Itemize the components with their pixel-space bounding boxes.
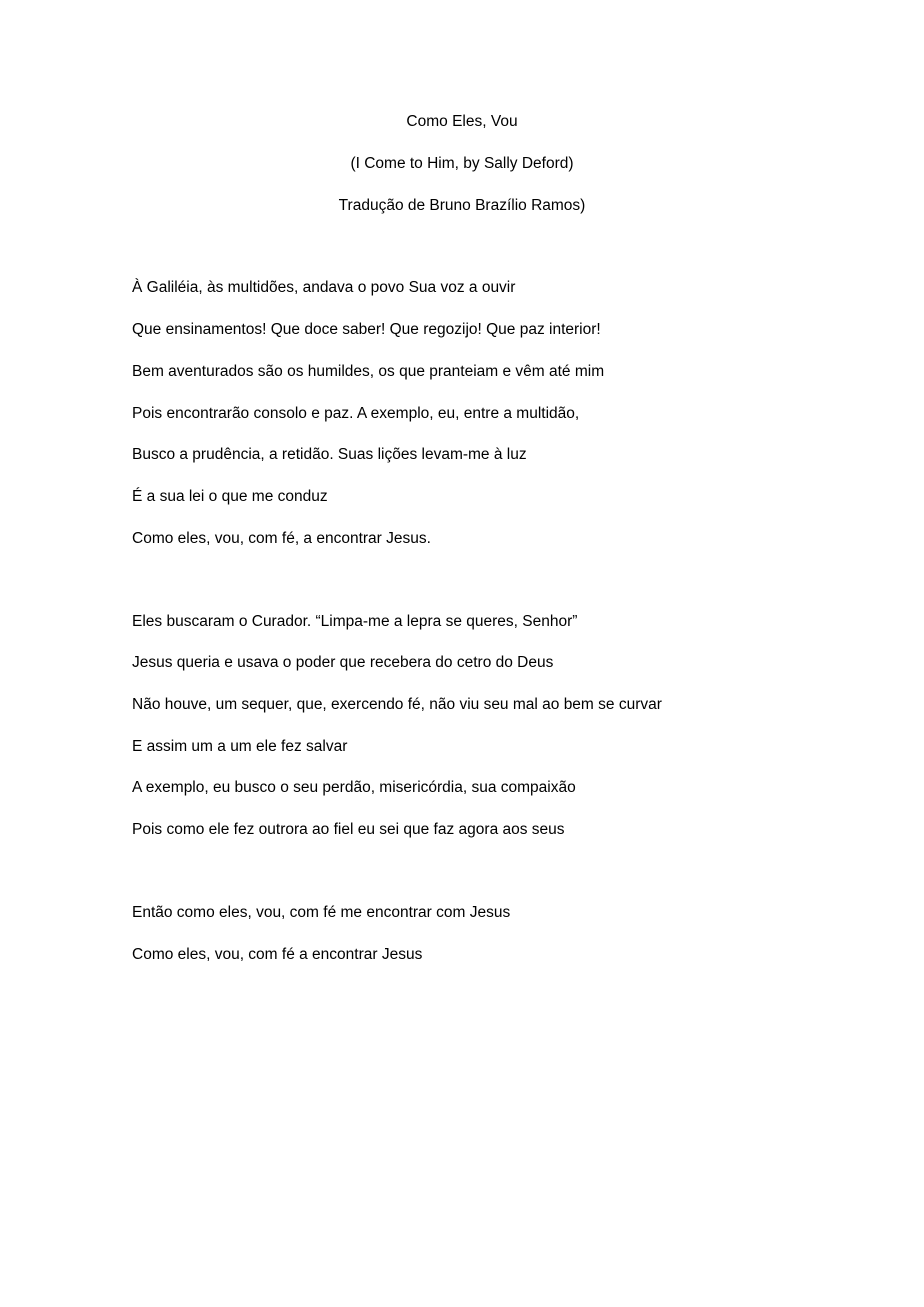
verse-line: À Galiléia, às multidões, andava o povo Sua voz a ouvir [132,279,516,296]
verse-line: Como eles, vou, com fé, a encontrar Jesus. [132,530,431,547]
verse-line: Então como eles, vou, com fé me encontrar com Jesus [132,904,511,921]
verse-line: É a sua lei o que me conduz [132,488,328,505]
verse-line: Busco a prudência, a retidão. Suas lições levam-me à luz [132,446,527,463]
translator-credit: Tradução de Bruno Brazílio Ramos) [338,197,586,214]
document-subtitle: (I Come to Him, by Sally Deford) [350,155,574,172]
verse-line: Como eles, vou, com fé a encontrar Jesus [132,946,423,963]
verse-line: E assim um a um ele fez salvar [132,738,348,755]
verse-line: Não houve, um sequer, que, exercendo fé, não viu seu mal ao bem se curvar [132,696,662,713]
verse-line: Eles buscaram o Curador. “Limpa-me a lepra se queres, Senhor” [132,613,578,630]
verse-line: Pois como ele fez outrora ao fiel eu sei que faz agora aos seus [132,821,565,838]
verse-line: Pois encontrarão consolo e paz. A exemplo, eu, entre a multidão, [132,405,580,422]
verse-line: Jesus queria e usava o poder que recebera do cetro do Deus [132,654,554,671]
verse-line: A exemplo, eu busco o seu perdão, misericórdia, sua compaixão [132,779,576,796]
document-title: Como Eles, Vou [406,113,518,130]
verse-line: Que ensinamentos! Que doce saber! Que regozijo! Que paz interior! [132,321,601,338]
verse-line: Bem aventurados são os humildes, os que pranteiam e vêm até mim [132,363,605,380]
